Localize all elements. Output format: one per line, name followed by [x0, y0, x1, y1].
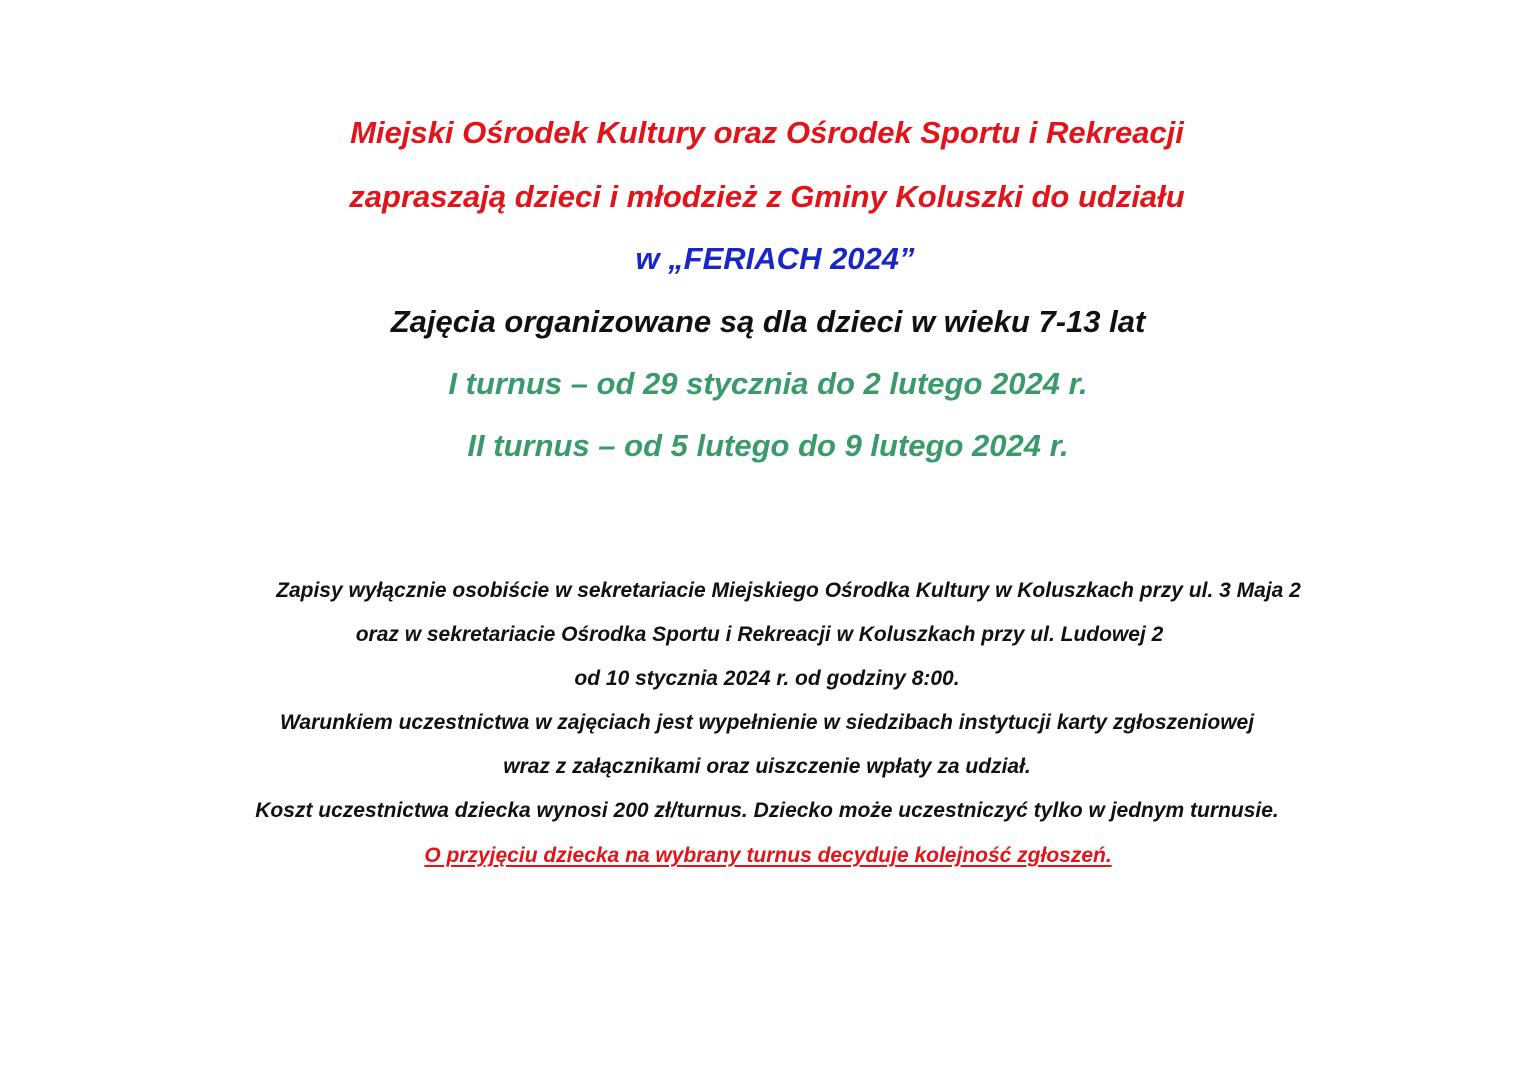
cost-info: Koszt uczestnictwa dziecka wynosi 200 zł/turnus. Dziecko może uczestniczyć tylko w jednym turnusie.	[255, 799, 1279, 822]
age-info: Zajęcia organizowane są dla dzieci w wieku 7-13 lat	[390, 304, 1146, 339]
registration-info-line-1: Zapisy wyłącznie osobiście w sekretariacie Miejskiego Ośrodka Kultury w Koluszkach przy ul. 3 Maja 2	[276, 579, 1301, 602]
organizers-heading: Miejski Ośrodek Kultury oraz Ośrodek Sportu i Rekreacji	[350, 115, 1184, 150]
registration-info-line-2: oraz w sekretariacie Ośrodka Sportu i Rekreacji w Koluszkach przy ul. Ludowej 2	[355, 623, 1164, 646]
admission-notice: O przyjęciu dziecka na wybrany turnus decyduje kolejność zgłoszeń.	[424, 844, 1112, 867]
turnus-2: II turnus – od 5 lutego do 9 lutego 2024 r.	[467, 428, 1069, 463]
participation-condition-line-2: wraz z załącznikami oraz uiszczenie wpłaty za udział.	[503, 755, 1031, 778]
participation-condition-line-1: Warunkiem uczestnictwa w zajęciach jest wypełnienie w siedzibach instytucji karty zgłoszeniowej	[279, 711, 1255, 734]
turnus-1: I turnus – od 29 stycznia do 2 lutego 2024 r.	[448, 366, 1088, 401]
registration-date: od 10 stycznia 2024 r. od godziny 8:00.	[574, 667, 960, 690]
event-title: w „FERIACH 2024”	[635, 241, 915, 276]
invitation-heading: zapraszają dzieci i młodzież z Gminy Koluszki do udziału	[349, 179, 1185, 214]
